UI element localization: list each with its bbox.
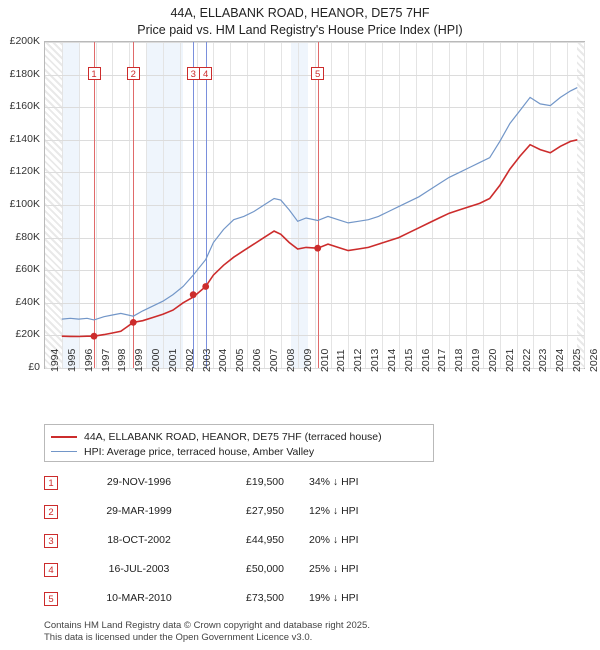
x-axis-tick: 1998 (116, 348, 129, 372)
table-cell-date: 18-OCT-2002 (107, 534, 171, 546)
y-axis-tick: £200K (9, 35, 40, 47)
x-axis-tick: 2025 (571, 348, 584, 372)
x-axis-tick: 2002 (183, 348, 196, 372)
x-axis-tick: 2019 (470, 348, 483, 372)
x-axis-tick: 2006 (251, 348, 264, 372)
chart-series-layer (45, 42, 584, 368)
x-axis-tick: 2015 (402, 348, 415, 372)
table-cell-hpi-diff: 25% ↓ HPI (309, 563, 359, 575)
y-axis-tick: £20K (15, 328, 40, 341)
x-axis-tick: 2013 (369, 348, 382, 372)
x-axis-tick: 2026 (588, 348, 600, 372)
x-axis-tick: 2003 (200, 348, 213, 372)
legend-swatch-hpi (51, 451, 77, 452)
chart-event-dot-1 (91, 333, 98, 340)
y-axis-tick: £80K (15, 230, 40, 243)
x-axis-tick: 2021 (503, 348, 516, 372)
footer-line1: Contains HM Land Registry data © Crown copyright and database right 2025. (44, 620, 370, 631)
table-cell-price: £27,950 (246, 505, 284, 517)
table-cell-price: £73,500 (246, 592, 284, 604)
table-cell-price: £44,950 (246, 534, 284, 546)
table-cell-price: £19,500 (246, 476, 284, 488)
legend-label-hpi: HPI: Average price, terraced house, Amber Valley (84, 445, 315, 458)
x-axis-tick: 1996 (82, 348, 95, 372)
x-axis-tick: 2022 (520, 348, 533, 372)
chart-vgrid (584, 42, 585, 368)
legend-label-price-paid: 44A, ELLABANK ROAD, HEANOR, DE75 7HF (terraced house) (84, 430, 382, 443)
x-axis-tick: 2005 (234, 348, 247, 372)
footer-line2: This data is licensed under the Open Government Licence v3.0. (44, 632, 313, 643)
table-row-index: 3 (44, 534, 58, 548)
y-axis-tick: £40K (15, 295, 40, 308)
x-axis-tick: 1995 (65, 348, 78, 372)
x-axis-tick: 2001 (166, 348, 179, 372)
chart-event-dot-5 (314, 245, 321, 252)
y-axis-tick: £0 (28, 361, 40, 373)
table-row (44, 472, 474, 501)
footer-attribution (44, 620, 564, 644)
legend-row-hpi (51, 444, 427, 459)
x-axis-tick: 2004 (217, 348, 230, 372)
x-axis-tick: 2023 (537, 348, 550, 372)
chart-event-badge-3[interactable]: 3 (187, 67, 200, 80)
chart-event-badge-5[interactable]: 5 (311, 67, 324, 80)
chart-series-hpi (62, 88, 578, 320)
table-cell-date: 16-JUL-2003 (108, 563, 170, 575)
table-row-index: 1 (44, 476, 58, 490)
x-axis-tick: 2014 (385, 348, 398, 372)
chart-event-dot-2 (130, 319, 137, 326)
chart-event-dot-4 (202, 283, 209, 290)
x-axis-tick: 1994 (49, 348, 61, 372)
x-axis-tick: 2009 (301, 348, 314, 372)
x-axis-tick: 2018 (453, 348, 466, 372)
chart-series-price-paid (62, 140, 578, 337)
x-axis-tick: 2008 (284, 348, 297, 372)
chart-title-line2: Price paid vs. HM Land Registry's House Price Index (HPI) (137, 23, 463, 37)
table-cell-hpi-diff: 19% ↓ HPI (309, 592, 359, 604)
table-cell-date: 10-MAR-2010 (106, 592, 172, 604)
table-row (44, 559, 474, 588)
x-axis-tick: 2011 (335, 349, 348, 372)
table-row-index: 2 (44, 505, 58, 519)
x-axis-tick: 2020 (486, 348, 499, 372)
chart-event-dot-3 (190, 291, 197, 298)
x-axis-tick: 2016 (419, 348, 432, 372)
table-cell-hpi-diff: 12% ↓ HPI (309, 505, 359, 517)
y-axis-tick: £140K (9, 132, 40, 145)
x-axis-tick: 1997 (99, 348, 112, 372)
transactions-table (44, 472, 474, 617)
y-axis-tick: £160K (9, 100, 40, 113)
legend-row-price-paid (51, 429, 427, 444)
x-axis-tick: 2007 (267, 348, 280, 372)
x-axis-tick: 2024 (554, 348, 567, 372)
x-axis-tick: 2017 (436, 348, 449, 372)
table-row-index: 5 (44, 592, 58, 606)
table-row (44, 588, 474, 617)
table-row-index: 4 (44, 563, 58, 577)
table-cell-date: 29-NOV-1996 (106, 476, 172, 488)
x-axis-tick: 2012 (352, 348, 365, 372)
chart-event-badge-2[interactable]: 2 (127, 67, 140, 80)
table-row (44, 530, 474, 559)
chart-title-line1: 44A, ELLABANK ROAD, HEANOR, DE75 7HF (170, 6, 430, 20)
chart-event-badge-4[interactable]: 4 (199, 67, 212, 80)
x-axis-tick: 2010 (318, 348, 331, 372)
y-axis-tick: £120K (9, 165, 40, 178)
chart-event-badge-1[interactable]: 1 (88, 67, 101, 80)
y-axis-tick: £180K (9, 67, 40, 80)
table-cell-date: 29-MAR-1999 (106, 505, 172, 517)
table-cell-price: £50,000 (246, 563, 284, 575)
y-axis-tick: £60K (15, 263, 40, 276)
table-row (44, 501, 474, 530)
x-axis-tick: 2000 (150, 348, 163, 372)
y-axis-tick: £100K (9, 198, 40, 210)
table-cell-hpi-diff: 34% ↓ HPI (309, 476, 359, 488)
table-cell-hpi-diff: 20% ↓ HPI (309, 534, 359, 546)
legend-swatch-price-paid (51, 436, 77, 438)
x-axis-tick: 1999 (133, 348, 146, 372)
chart-plot-area (44, 41, 585, 369)
chart-legend (44, 424, 434, 462)
